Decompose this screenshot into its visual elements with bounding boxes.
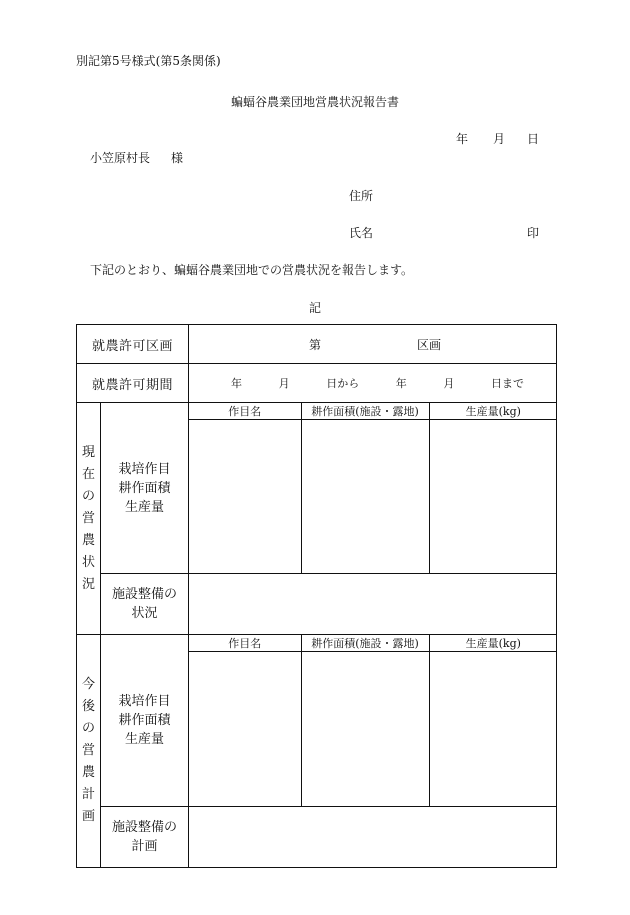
facility-line: 計画 (131, 839, 158, 854)
col-crop-name: 作目名 (189, 635, 301, 652)
future-facility-row (77, 807, 557, 868)
future-char: 営 (81, 743, 95, 758)
area-field[interactable] (301, 652, 429, 807)
current-char: 農 (81, 532, 95, 548)
addressee: 小笠原村長 (90, 151, 151, 165)
current-facility-row (77, 574, 557, 635)
col-crop-name: 作目名 (189, 403, 301, 420)
body-text: 下記のとおり、蝙蝠谷農業団地での営農状況を報告します。 (90, 263, 414, 277)
future-crop-table (189, 635, 557, 806)
future-cultivation-grid (189, 635, 557, 807)
cultivation-line: 耕作面積 (118, 713, 171, 728)
seal-label: 印 (527, 226, 540, 240)
facility-line: 状況 (131, 606, 158, 621)
document-title: 蝙蝠谷農業団地営農状況報告書 (230, 95, 399, 109)
current-cultivation-grid (189, 403, 557, 574)
facility-line: 施設整備の (112, 587, 178, 602)
current-crop-table (189, 403, 557, 573)
permit-area-suffix: 区画 (417, 337, 442, 352)
future-section-label (77, 635, 101, 868)
permit-period-row (77, 364, 557, 403)
current-section-label (77, 403, 101, 635)
date-day-label: 日 (527, 132, 540, 146)
current-facility-field[interactable] (189, 574, 557, 635)
permit-period-cell[interactable] (189, 364, 557, 403)
future-facility-label (101, 807, 189, 868)
addressee-honorific: 様 (171, 151, 184, 165)
period-end-day: 日まで (490, 377, 524, 390)
future-cultivation-label (101, 635, 189, 807)
permit-period-label: 就農許可期間 (77, 364, 189, 403)
cultivation-line: 栽培作目 (118, 694, 171, 709)
current-char: 営 (81, 510, 95, 526)
period-start-month: 月 (278, 377, 290, 390)
current-char: 現 (81, 444, 95, 460)
report-table (76, 324, 557, 868)
period-end-month: 月 (443, 377, 455, 390)
current-char: の (81, 488, 95, 504)
permit-area-row (77, 325, 557, 364)
current-cultivation-row (77, 403, 557, 574)
current-char: 状 (81, 554, 95, 570)
permit-area-label: 就農許可区画 (77, 325, 189, 364)
future-char: 今 (81, 677, 95, 692)
name-label: 氏名 (349, 226, 374, 240)
date-month-label: 月 (493, 132, 506, 146)
future-facility-field[interactable] (189, 807, 557, 868)
crop-name-field[interactable] (189, 420, 301, 574)
period-start-day: 日から (326, 377, 360, 390)
permit-area-cell[interactable] (189, 325, 557, 364)
period-start-year: 年 (231, 377, 243, 390)
current-crop-entry (189, 420, 557, 574)
area-field[interactable] (301, 420, 429, 574)
address-label: 住所 (349, 189, 374, 203)
form-reference: 別記第5号様式(第5条関係) (76, 54, 221, 68)
col-area: 耕作面積(施設・露地) (301, 403, 429, 420)
future-char: 後 (81, 699, 95, 714)
ki-heading: 記 (308, 301, 321, 315)
future-cultivation-row (77, 635, 557, 807)
cultivation-line: 栽培作目 (118, 461, 171, 477)
cultivation-line: 耕作面積 (118, 480, 171, 496)
current-char: 在 (81, 466, 95, 482)
col-production: 生産量(kg) (429, 635, 557, 652)
col-area: 耕作面積(施設・露地) (301, 635, 429, 652)
production-field[interactable] (429, 420, 557, 574)
period-end-year: 年 (395, 377, 407, 390)
cultivation-line: 生産量 (125, 732, 165, 747)
crop-name-field[interactable] (189, 652, 301, 807)
date-year-label: 年 (456, 132, 469, 146)
future-crop-entry (189, 652, 557, 807)
current-cultivation-label (101, 403, 189, 574)
col-production: 生産量(kg) (429, 403, 557, 420)
future-char: 計 (81, 787, 95, 802)
future-char: 画 (81, 809, 95, 824)
facility-line: 施設整備の (112, 820, 178, 835)
future-crop-header (189, 635, 557, 652)
current-char: 況 (81, 576, 95, 592)
cultivation-line: 生産量 (125, 499, 165, 515)
future-char: の (81, 721, 95, 736)
future-char: 農 (81, 765, 95, 780)
production-field[interactable] (429, 652, 557, 807)
current-crop-header (189, 403, 557, 420)
current-facility-label (101, 574, 189, 635)
permit-area-prefix: 第 (309, 337, 322, 352)
